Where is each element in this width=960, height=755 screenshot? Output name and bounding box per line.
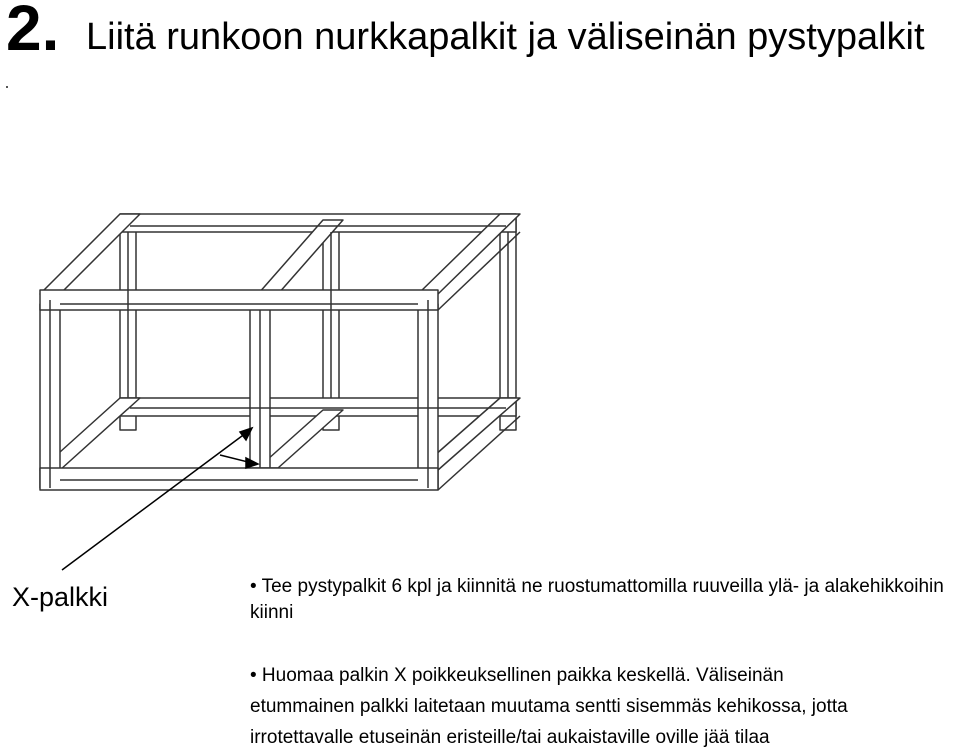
- x-beam-label: X-palkki: [12, 582, 109, 612]
- front-top-beam: [40, 290, 438, 310]
- back-bottom-beam: [120, 398, 516, 416]
- bullet-2-line-2: etummainen palkki laitetaan muutama sentti sisemmäs kehikossa, jotta: [250, 696, 848, 717]
- instruction-bullet-2: [250, 660, 960, 753]
- step-title: Liitä runkoon nurkkapalkit ja väliseinän pystypalkit: [86, 16, 925, 58]
- front-bottom-beam: [40, 468, 438, 490]
- bullet-2-line-3: irrotettavalle etuseinän eristeille/tai aukaistaville oville jää tilaa: [250, 727, 770, 748]
- bullet-2-line-1: • Huomaa palkin X poikkeuksellinen paikka keskellä. Väliseinän: [250, 665, 784, 686]
- step-number: 2.: [6, 0, 60, 64]
- callout-line: [62, 430, 250, 570]
- instruction-bullet-1: • Tee pystypalkit 6 kpl ja kiinnitä ne ruostumattomilla ruuveilla ylä- ja alakehikkoihin kiinni: [250, 576, 944, 623]
